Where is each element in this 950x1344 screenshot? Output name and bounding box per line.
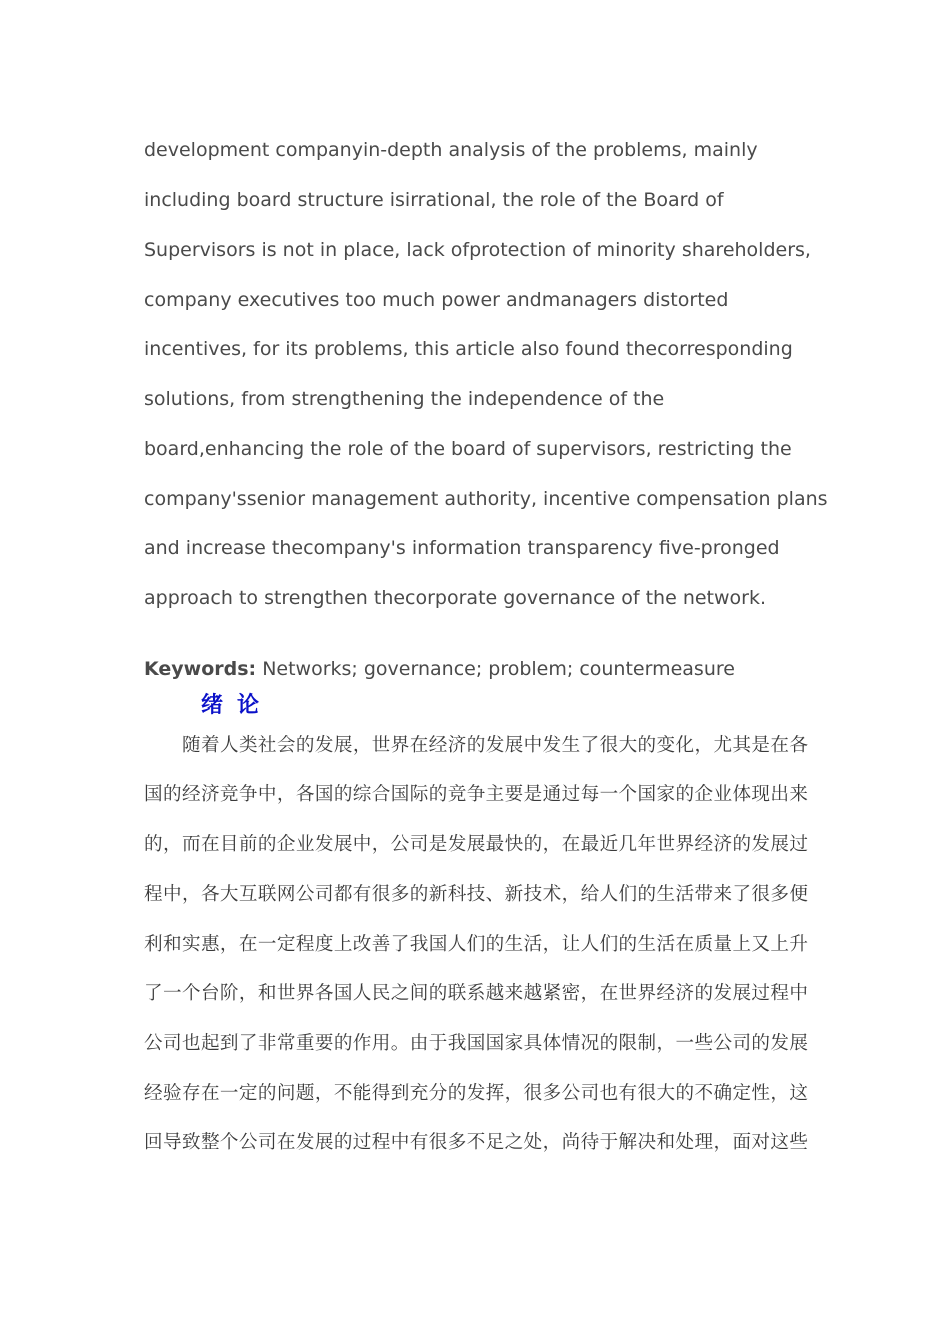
body-line: 回导致整个公司在发展的过程中有很多不足之处，尚待于解决和处理，面对这些	[144, 1132, 808, 1153]
body-line: 程中，各大互联网公司都有很多的新科技、新技术，给人们的生活带来了很多便	[144, 884, 808, 905]
abstract-line: company'ssenior management authority, incentive compensation plans	[144, 488, 828, 510]
abstract-line: development companyin-depth analysis of the problems, mainly	[144, 139, 758, 161]
keywords-text: Networks; governance; problem; countermeasure	[256, 658, 735, 680]
abstract-line: incentives, for its problems, this article also found thecorresponding	[144, 338, 793, 360]
body-line: 利和实惠，在一定程度上改善了我国人们的生活，让人们的生活在质量上又上升	[144, 934, 808, 955]
body-line: 国的经济竞争中，各国的综合国际的竞争主要是通过每一个国家的企业体现出来	[144, 784, 808, 805]
abstract-line: including board structure isirrational, the role of the Board of	[144, 189, 724, 211]
abstract-line: board,enhancing the role of the board of supervisors, restricting the	[144, 438, 792, 460]
body-line: 公司也起到了非常重要的作用。由于我国国家具体情况的限制，一些公司的发展	[144, 1033, 808, 1054]
abstract-line: and increase thecompany's information transparency five-pronged	[144, 537, 780, 559]
abstract-line: approach to strengthen thecorporate governance of the network.	[144, 587, 767, 609]
abstract-line: company executives too much power andmanagers distorted	[144, 289, 729, 311]
abstract-line: solutions, from strengthening the independence of the	[144, 388, 665, 410]
abstract-line: Supervisors is not in place, lack ofprotection of minority shareholders,	[144, 239, 811, 261]
body-line: 了一个台阶，和世界各国人民之间的联系越来越紧密，在世界经济的发展过程中	[144, 983, 808, 1004]
body-line: 的，而在目前的企业发展中，公司是发展最快的，在最近几年世界经济的发展过	[144, 834, 808, 855]
body-line: 随着人类社会的发展，世界在经济的发展中发生了很大的变化，尤其是在各	[182, 735, 808, 756]
keywords-line	[144, 657, 735, 681]
keywords-label: Keywords:	[144, 658, 257, 680]
body-line: 经验存在一定的问题，不能得到充分的发挥，很多公司也有很大的不确定性，这	[144, 1083, 808, 1104]
section-heading: 绪论	[201, 693, 274, 718]
